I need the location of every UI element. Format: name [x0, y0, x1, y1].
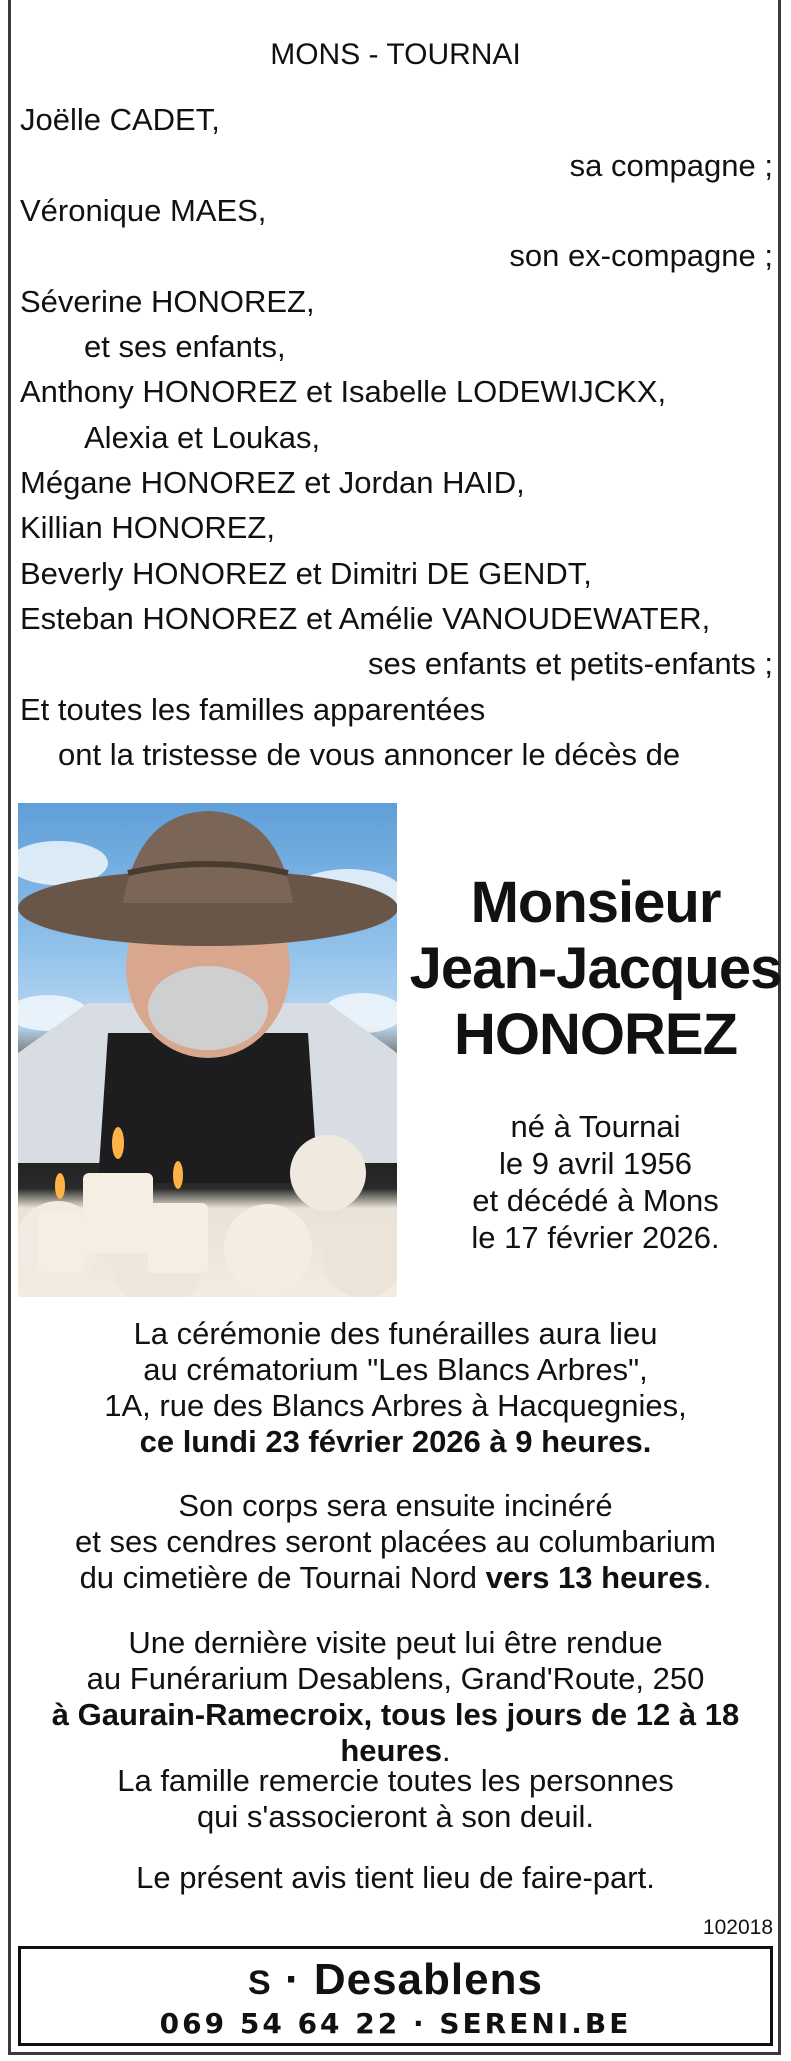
ceremony-line: au crématorium "Les Blancs Arbres",: [143, 1352, 648, 1387]
family-line: et ses enfants,: [84, 329, 286, 364]
funeral-home-box: [18, 1946, 773, 2046]
thanks-line: qui s'associeront à son deuil.: [196, 1799, 595, 1834]
family-line: ont la tristesse de vous annoncer le décès de: [58, 737, 681, 772]
visit-line: [0, 1697, 791, 1769]
deceased-dates: [400, 1108, 791, 1256]
family-line: ses enfants et petits-enfants ;: [368, 646, 773, 681]
family-line: Killian HONOREZ,: [20, 510, 275, 545]
thanks-paragraph: [0, 1763, 791, 1835]
ceremony-paragraph: [0, 1316, 791, 1460]
cremation-time: vers 13 heures: [485, 1560, 703, 1595]
cremation-text: du cimetière de Tournai Nord: [79, 1560, 486, 1595]
reference-code: 102018: [702, 1916, 773, 1939]
cremation-line: et ses cendres seront placées au columbarium: [75, 1524, 716, 1559]
deceased-name-block: [400, 870, 791, 1068]
family-line: Véronique MAES,: [20, 193, 267, 228]
funeral-home-contact: [21, 2007, 770, 2040]
deceased-last-name: HONOREZ: [454, 1002, 737, 1067]
funeral-home-name: Desablens: [313, 1955, 543, 2004]
family-line: Anthony HONOREZ et Isabelle LODEWIJCKX,: [20, 374, 667, 409]
death-place: et décédé à Mons: [472, 1183, 719, 1218]
death-date: le 17 février 2026.: [471, 1220, 720, 1255]
family-line: Alexia et Loukas,: [84, 420, 321, 455]
family-line: Mégane HONOREZ et Jordan HAID,: [20, 465, 525, 500]
family-line: Joëlle CADET,: [20, 102, 220, 137]
born-date: le 9 avril 1956: [498, 1146, 692, 1181]
logo-dot: ·: [284, 1955, 301, 2004]
portrait-illustration: [18, 803, 397, 1297]
cremation-paragraph: [0, 1488, 791, 1596]
contact-separator: ·: [413, 2007, 427, 2040]
family-line: Séverine HONOREZ,: [20, 284, 315, 319]
phone-number: 069 54 64 22: [159, 2007, 401, 2040]
family-line: Beverly HONOREZ et Dimitri DE GENDT,: [20, 556, 592, 591]
website: SERENI.BE: [439, 2007, 632, 2040]
born-place: né à Tournai: [510, 1109, 681, 1144]
family-line: Esteban HONOREZ et Amélie VANOUDEWATER,: [20, 601, 711, 636]
ceremony-date: ce lundi 23 février 2026 à 9 heures.: [139, 1424, 652, 1459]
city-header: MONS - TOURNAI: [270, 38, 521, 71]
deceased-title: Monsieur: [470, 870, 721, 935]
family-line: sa compagne ;: [569, 148, 773, 183]
portrait-photo: [18, 803, 397, 1297]
visit-line: au Funérarium Desablens, Grand'Route, 250: [86, 1661, 705, 1696]
thanks-line: La famille remercie toutes les personnes: [117, 1763, 674, 1798]
visit-line: Une dernière visite peut lui être rendue: [128, 1625, 663, 1660]
ceremony-line: 1A, rue des Blancs Arbres à Hacquegnies,: [104, 1388, 687, 1423]
family-line: Et toutes les familles apparentées: [20, 692, 486, 727]
ceremony-line: La cérémonie des funérailles aura lieu: [133, 1316, 658, 1351]
visit-hours: à Gaurain-Ramecroix, tous les jours de 12 à 18 heures: [51, 1697, 740, 1768]
logo-letter: S: [248, 1964, 272, 2002]
visit-punct: .: [442, 1733, 451, 1768]
notice-line: Le présent avis tient lieu de faire-part.: [136, 1860, 655, 1895]
family-line: son ex-compagne ;: [509, 238, 773, 273]
cremation-line: Son corps sera ensuite incinéré: [178, 1488, 613, 1523]
cremation-line: [0, 1560, 791, 1596]
visit-paragraph: [0, 1625, 791, 1769]
deceased-first-name: Jean-Jacques: [409, 936, 782, 1001]
cremation-punct: .: [702, 1560, 712, 1595]
funeral-home-logo: [21, 1955, 770, 2005]
